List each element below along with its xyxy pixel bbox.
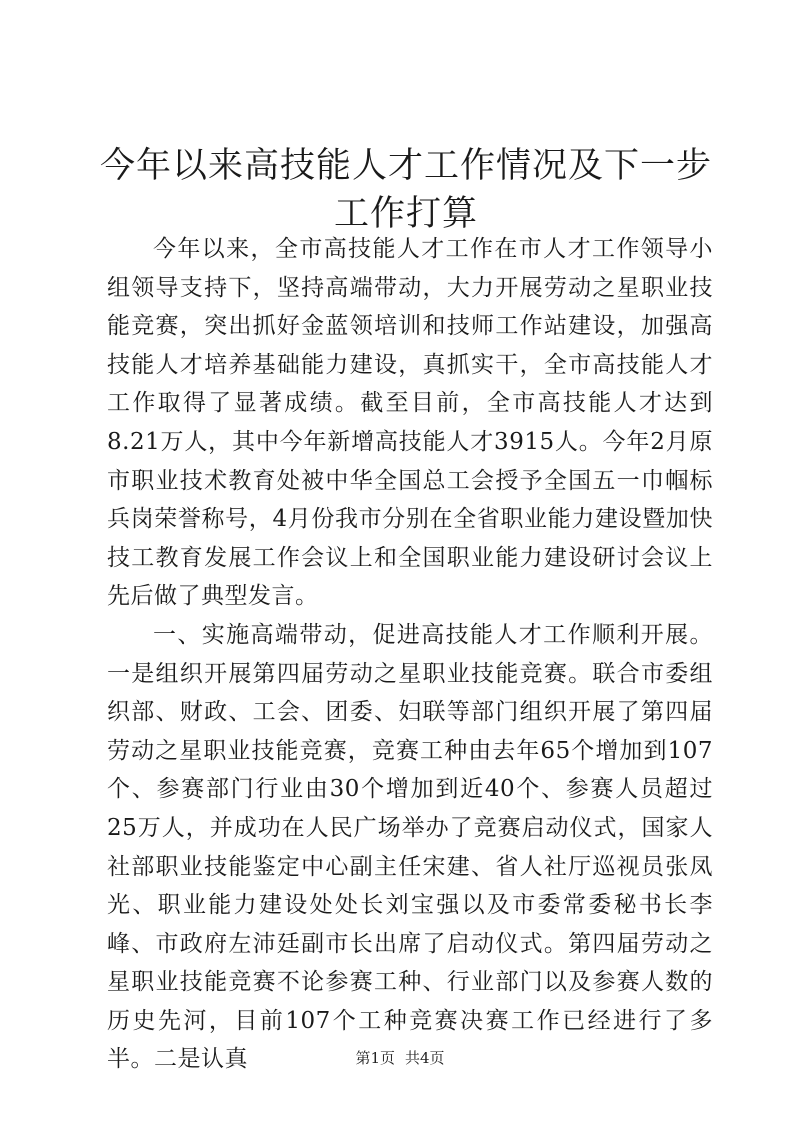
paragraph-intro: 今年以来，全市高技能人才工作在市人才工作领导小组领导支持下，坚持高端带动，大力开展劳动之星职业技能竞赛，突出抓好金蓝领培训和技师工作站建设，加强高技能人才培养基础能力建设，真抓实干，全市高技能人才工作取得了显著成绩。截至目前，全市高技能人才达到8.21万人，其中今年新增高技能人才3915人。今年2月原市职业技术教育处被中华全国总工会授予全国五一巾帼标兵岗荣誉称号，4月份我市分别在全省职业能力建设暨加快技工教育发展工作会议上和全国职业能力建设研讨会议上先后做了典型发言。: [107, 236, 713, 610]
document-body: [107, 230, 713, 1079]
page-total: 共4页: [405, 1049, 445, 1067]
page-footer: [0, 1048, 800, 1068]
paragraph-section-one: 一、实施高端带动，促进高技能人才工作顺利开展。一是组织开展第四届劳动之星职业技能竞赛。联合市委组织部、财政、工会、团委、妇联等部门组织开展了第四届劳动之星职业技能竞赛，竞赛工种由去年65个增加到107个、参赛部门行业由30个增加到近40个、参赛人员超过25万人，并成功在人民广场举办了竞赛启动仪式，国家人社部职业技能鉴定中心副主任宋建、省人社厅巡视员张凤光、职业能力建设处处长刘宝强以及市委常委秘书长李峰、市政府左沛廷副市长出席了启动仪式。第四届劳动之星职业技能竞赛不论参赛工种、行业部门以及参赛人数的历史先河，目前107个工种竞赛决赛工作已经进行了多半。二是认真: [107, 621, 713, 1073]
page-number: 第1页: [355, 1049, 395, 1067]
document-title: 今年以来高技能人才工作情况及下一步工作打算: [99, 146, 712, 234]
